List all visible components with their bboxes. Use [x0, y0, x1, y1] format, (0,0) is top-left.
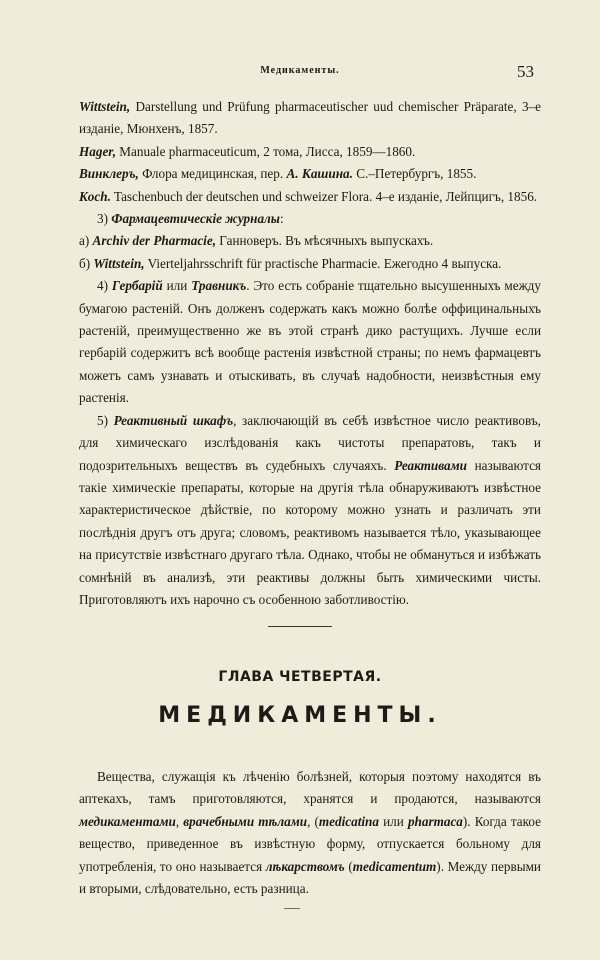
item-prefix: а)	[79, 233, 93, 249]
footer-mark	[284, 908, 300, 909]
item-number: 3)	[97, 211, 112, 227]
paragraph-intro	[79, 766, 541, 900]
term: Реактивный шкафъ	[113, 412, 234, 428]
paragraph-text: Вещества, служащія къ лѣченію болѣзней, которыя поэтому находятся въ аптекахъ, тамъ приготовляются, хранятся и продаются, называются	[79, 769, 541, 807]
paragraph-herbarium	[79, 275, 541, 409]
section-heading-journals	[79, 208, 541, 230]
heading-text: Фармацевтическіе журналы	[111, 211, 280, 227]
paragraph-text: , (	[307, 813, 319, 829]
author: Wittstein,	[79, 99, 131, 114]
item-number: 4)	[97, 278, 112, 294]
term: Реактивами	[394, 457, 467, 473]
term: врачебными тѣлами	[183, 813, 308, 829]
paragraph-reagents	[79, 410, 541, 612]
journal-item	[79, 230, 541, 252]
paragraph-text: ,	[175, 813, 184, 829]
entry-text: Manuale pharmaceuticum, 2 тома, Лисса, 1859—1860.	[116, 143, 416, 159]
author: Koch.	[79, 188, 111, 204]
entry-text: С.–Петербургъ, 1855.	[352, 166, 477, 182]
journal-item	[79, 253, 541, 275]
paragraph-text: ). Когда такое вещество, приведенное въ извѣстную форму, отпускается больному для употребленія, то оно называется	[79, 813, 541, 874]
term: Травникъ	[191, 278, 247, 294]
journal-text: Vierteljahrsschrift für practische Pharmacie. Ежегодно 4 выпуска.	[144, 255, 502, 271]
term: Гербарій	[111, 278, 163, 294]
latin-term: pharmaca	[407, 813, 463, 829]
bibliography-entry	[79, 163, 541, 185]
entry-text: Taschenbuch der deutschen und schweizer Flora. 4–е изданіе, Лейпцигъ, 1856.	[110, 188, 538, 204]
connector: или	[162, 278, 192, 294]
item-number: 5)	[97, 412, 114, 428]
page-number: 53	[517, 62, 534, 81]
bibliography-entry	[79, 96, 541, 141]
journal-title: Wittstein,	[93, 255, 145, 271]
paragraph-text: называются такіе химическіе препараты, которые на другія тѣла обнаруживаютъ извѣстное характеристическое дѣйствіе, по которому можно узнать и различать эти послѣднія другъ отъ друга; словомъ, реактивомъ называется тѣло, указывающее на присутствіе извѣстнаго другаго тѣла. Однако, чтобы не обмануться и избѣжать сомнѣній въ анализѣ, эти реактивы должны быть химическими чисты. Приготовляютъ ихъ нарочно съ особенною заботливостію.	[79, 457, 541, 607]
paragraph-text: (	[344, 858, 353, 874]
running-head: Медикаменты.	[260, 65, 340, 76]
latin-term: medicamentum	[352, 858, 437, 874]
latin-term: medicatina	[318, 813, 379, 829]
chapter-label: ГЛАВА ЧЕТВЕРТАЯ.	[218, 669, 382, 685]
paragraph-text: или	[378, 813, 408, 829]
author: Hager,	[79, 143, 116, 159]
chapter-title: МЕДИКАМЕНТЫ.	[158, 703, 442, 728]
author: Винклеръ,	[79, 166, 139, 182]
journal-text: Ганноверъ. Въ мѣсячныхъ выпускахъ.	[216, 233, 434, 249]
entry-text: Darstellung und Prüfung pharmaceutischer uud chemischer Präparate, 3–е изданіе, Мюнхенъ, 1857.	[79, 99, 541, 137]
heading-colon: :	[279, 211, 284, 227]
paragraph-text: , заключающій въ себѣ извѣстное число реактивовъ, для химическаго изслѣдованія какъ чистоты препаратовъ, такъ и подозрительныхъ веществъ въ судебныхъ случаяхъ.	[79, 412, 541, 473]
term: медикаментами	[79, 813, 176, 829]
page-header	[0, 62, 600, 82]
journal-title: Archiv der Pharmacie,	[92, 233, 216, 249]
main-text	[79, 96, 541, 611]
term: лѣкарствомъ	[265, 858, 345, 874]
section-divider	[268, 626, 332, 627]
paragraph-text: ). Между первыми и вторыми, слѣдовательно, есть разница.	[79, 858, 541, 897]
paragraph-text: . Это есть собраніе тщательно высушенныхъ между бумагою растеній. Онъ долженъ содержать какъ можно болѣе оффицинальныхъ растеній, преимущественно же въ этой странѣ дико растущихъ. Лучше если гербарій содержитъ всѣ вообще растенія извѣстной страны; по немъ фармацевтъ можетъ самъ узнавать и отыскивать, въ случаѣ надобности, неизвѣстныя ему растенія.	[79, 278, 541, 406]
bibliography-entry	[79, 186, 541, 208]
translator: А. Кашина.	[286, 166, 353, 182]
chapter-intro	[79, 766, 541, 900]
entry-text: Флора медицинская, пер.	[138, 166, 287, 182]
bibliography-entry	[79, 141, 541, 163]
item-prefix: б)	[79, 255, 94, 271]
